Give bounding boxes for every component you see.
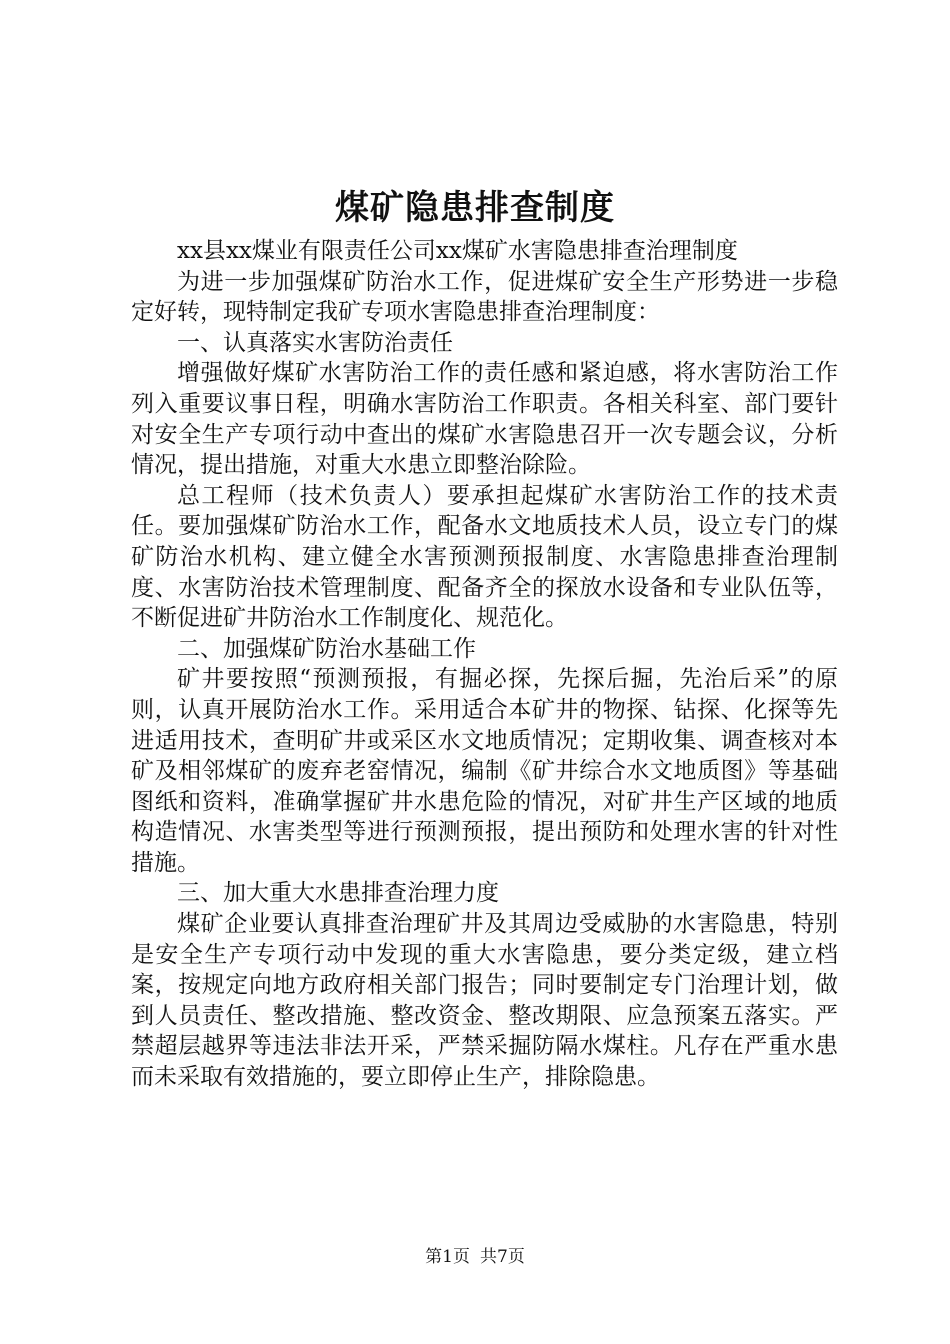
section-heading-3: 三、加大重大水患排查治理力度 [177,880,499,907]
section-heading-1: 一、认真落实水害防治责任 [177,329,453,356]
page-number-current: 第1页 [425,1247,470,1267]
subtitle-paragraph: xx县xx煤业有限责任公司xx煤矿水害隐患排查治理制度 [177,238,738,264]
body-paragraph: 增强做好煤矿水害防治工作的责任感和紧迫感，将水害防治工作列入重要议事日程，明确水害防治工作职责。各相关科室、部门要针对安全生产专项行动中查出的煤矿水害隐患召开一次专题会议，分析情况，提出措施，对重大水患立即整治除险。 [131,360,838,479]
document-body [131,236,838,1093]
intro-paragraph: 为进一步加强煤矿防治水工作，促进煤矿安全生产形势进一步稳定好转，现特制定我矿专项水害隐患排查治理制度： [131,268,838,326]
body-paragraph: 矿井要按照“预测预报，有掘必探，先探后掘，先治后采”的原则，认真开展防治水工作。采用适合本矿井的物探、钻探、化探等先进适用技术，查明矿井或采区水文地质情况；定期收集、调查核对本矿及相邻煤矿的废弃老窑情况，编制《矿井综合水文地质图》等基础图纸和资料，准确掌握矿井水患危险的情况，对矿井生产区域的地质构造情况、水害类型等进行预测预报，提出预防和处理水害的针对性措施。 [131,666,838,876]
body-paragraph: 总工程师（技术负责人）要承担起煤矿水害防治工作的技术责任。要加强煤矿防治水工作，配备水文地质技术人员，设立专门的煤矿防治水机构、建立健全水害预测预报制度、水害隐患排查治理制度、水害防治技术管理制度、配备齐全的探放水设备和专业队伍等，不断促进矿井防治水工作制度化、规范化。 [131,482,838,632]
page-footer [0,1245,950,1269]
body-paragraph: 煤矿企业要认真排查治理矿井及其周边受威胁的水害隐患，特别是安全生产专项行动中发现的重大水害隐患，要分类定级，建立档案，按规定向地方政府相关部门报告；同时要制定专门治理计划，做到人员责任、整改措施、整改资金、整改期限、应急预案五落实。严禁超层越界等违法非法开采，严禁采掘防隔水煤柱。凡存在严重水患而未采取有效措施的，要立即停止生产，排除隐患。 [131,911,838,1091]
page-number-total: 共7页 [480,1247,525,1267]
document-title: 煤矿隐患排查制度 [335,188,615,228]
section-heading-2: 二、加强煤矿防治水基础工作 [177,635,476,662]
